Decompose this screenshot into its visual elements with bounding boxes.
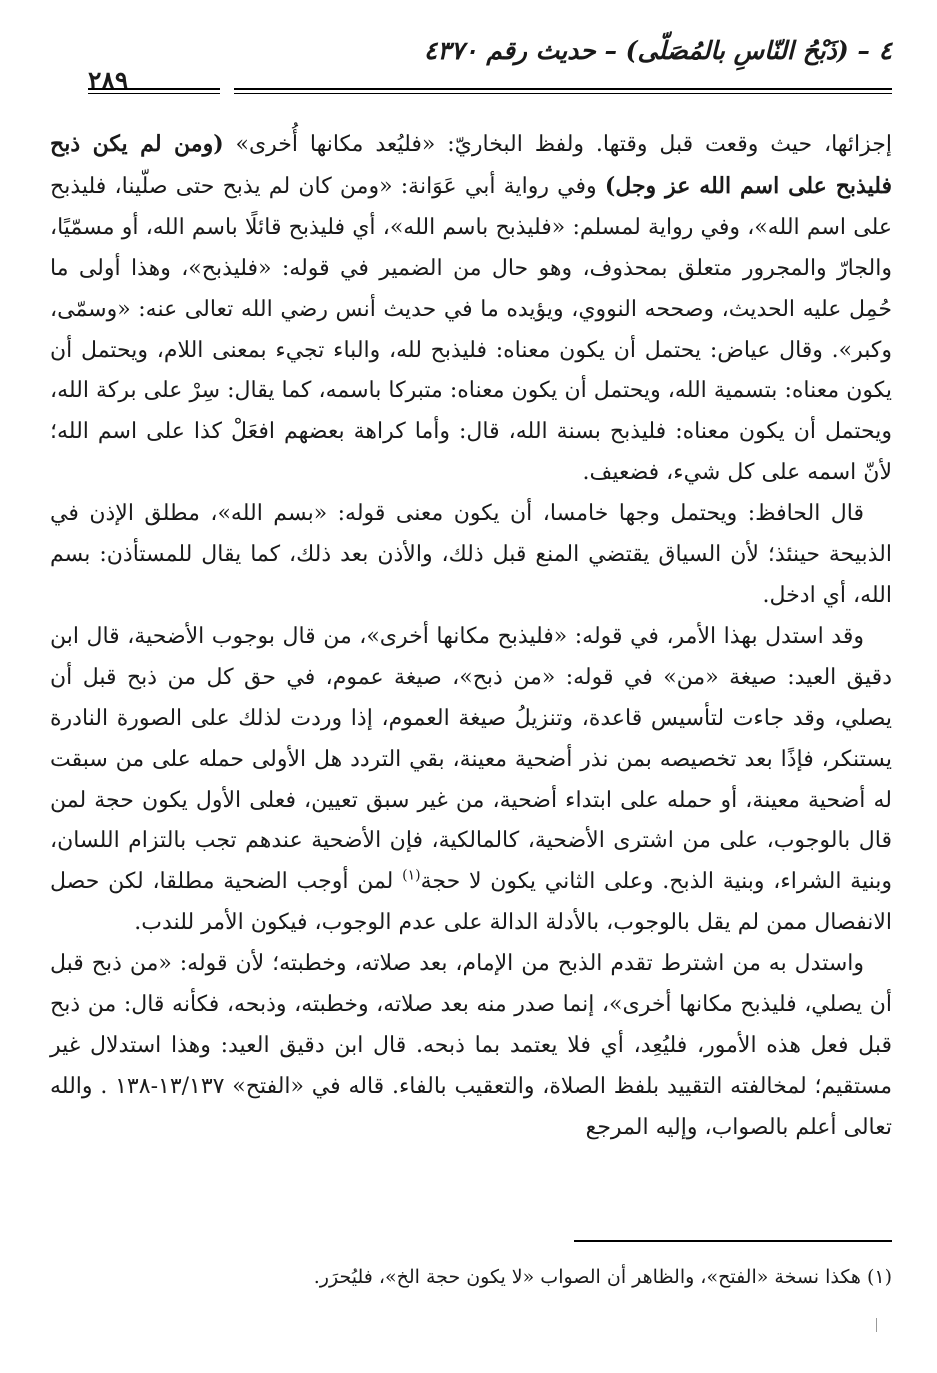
paragraph-3-text-a: وقد استدل بهذا الأمر، في قوله: «فليذبح مكانها أخرى»، من قال بوجوب الأضحية، قال ابن دقيق العيد: صيغة «من» في قوله: «من ذبح»، صيغة عموم، في حق كل من ذبح قبل أن يصلي، وقد جاءت لتأسيس قاعدة، وتنزيلُ صيغة العموم، إذا وردت لذلك على الصورة النادرة يستنكر، فإذًا بعد تخصيصه بمن نذر أضحية معينة، بقي التردد هل الأولى حمله على من سبقت له أضحية معينة، أو حمله على ابتداء أضحية، من غير سبق تعيين، فعلى الأول يكون حجة لمن قال بالوجوب، على من اشترى الأضحية، كالمالكية، فإن الأضحية عندهم تجب بالتزام اللسان، وبنية الشراء، وبنية الذبح. وعلى الثاني يكون لا حجة [50,623,892,895]
footnote-marker[interactable]: (١) [402,867,421,884]
page-header [50,36,892,98]
page-number-rule [88,88,220,94]
hadith-quote: (ومن لم يكن ذبح فليذبح على اسم الله عز وجل) [50,131,893,199]
paragraph-1 [50,124,892,494]
footnote-separator [574,1240,892,1242]
margin-mark [876,1318,877,1332]
header-rule [234,88,892,94]
paragraph-3-text-b: لمن أوجب الضحية مطلقا، لكن حصل الانفصال ممن لم يقل بالوجوب، بالأدلة الدالة على عدم الوجوب، فيكون الأمر للندب. [50,869,892,936]
paragraph-1-text-a: إجزائها، حيث وقعت قبل وقتها. ولفظ البخاريّ: «فليُعد مكانها أُخرى» [223,132,892,157]
footnote: (١) هكذا نسخة «الفتح»، والظاهر أن الصواب «لا يكون حجة الخ»، فليُحرَر. [313,1266,892,1288]
book-page [50,36,892,1346]
paragraph-4: واستدل به من اشترط تقدم الذبح من الإمام، بعد صلاته، وخطبته؛ لأن قوله: «من ذبح قبل أن يصلي، فليذبح مكانها أخرى»، إنما صدر منه بعد صلاته، وخطبته، وذبحه، فكأنه قال: من ذبح قبل فعل هذه الأمور، فليُعِد، أي فلا يعتمد بما ذبحه. قال ابن دقيق العيد: وهذا استدلال غير مستقيم؛ لمخالفته التقييد بلفظ الصلاة، والتعقيب بالفاء. قاله في «الفتح» ١٣/١٣٧-١٣٨ . والله تعالى أعلم بالصواب، وإليه المرجع [50,951,893,1140]
page-number: ٢٨٩ [88,66,129,95]
running-title: ٤ – (ذَبْحُ النّاسِ بالمُصَلّى) – حديث رقم ٤٣٧٠ [423,36,892,65]
paragraph-1-text-c: وفي رواية أبي عَوَانة: «ومن كان لم يذبح حتى صلّينا، فليذبح على اسم الله»، وفي رواية لمسلم: «فليذبح باسم الله»، أي فليذبح قائلًا باسم الله، أو مسمّيًا، والجارّ والمجرور متعلق بمحذوف، وهو حال من الضمير في قوله: «فليذبح»، وهذا أولى ما حُمِل عليه الحديث، وصححه النووي، ويؤيده ما في حديث أنس رضي الله تعالى عنه: «وسمّى، وكبر». وقال عياض: يحتمل أن يكون معناه: فليذبح لله، والباء تجيء بمعنى اللام، ويحتمل أن يكون معناه: بتسمية الله، ويحتمل أن يكون معناه: متبركا باسمه، كما يقال: سِرْ على بركة الله، ويحتمل أن يكون معناه: فليذبح بسنة الله، قال: وأما كراهة بعضهم افعَلْ كذا على اسم الله؛ لأنّ اسمه على كل شيء، فضعيف. [50,173,892,486]
paragraph-3 [50,617,892,944]
main-text [50,124,892,1149]
paragraph-2: قال الحافظ: ويحتمل وجها خامسا، أن يكون معنى قوله: «بسم الله»، مطلق الإذن في الذبيحة حينئذ؛ لأن السياق يقتضي المنع قبل ذلك، والأذن بعد ذلك، كما يقال للمستأذن: بسم الله، أي ادخل. [50,501,892,608]
